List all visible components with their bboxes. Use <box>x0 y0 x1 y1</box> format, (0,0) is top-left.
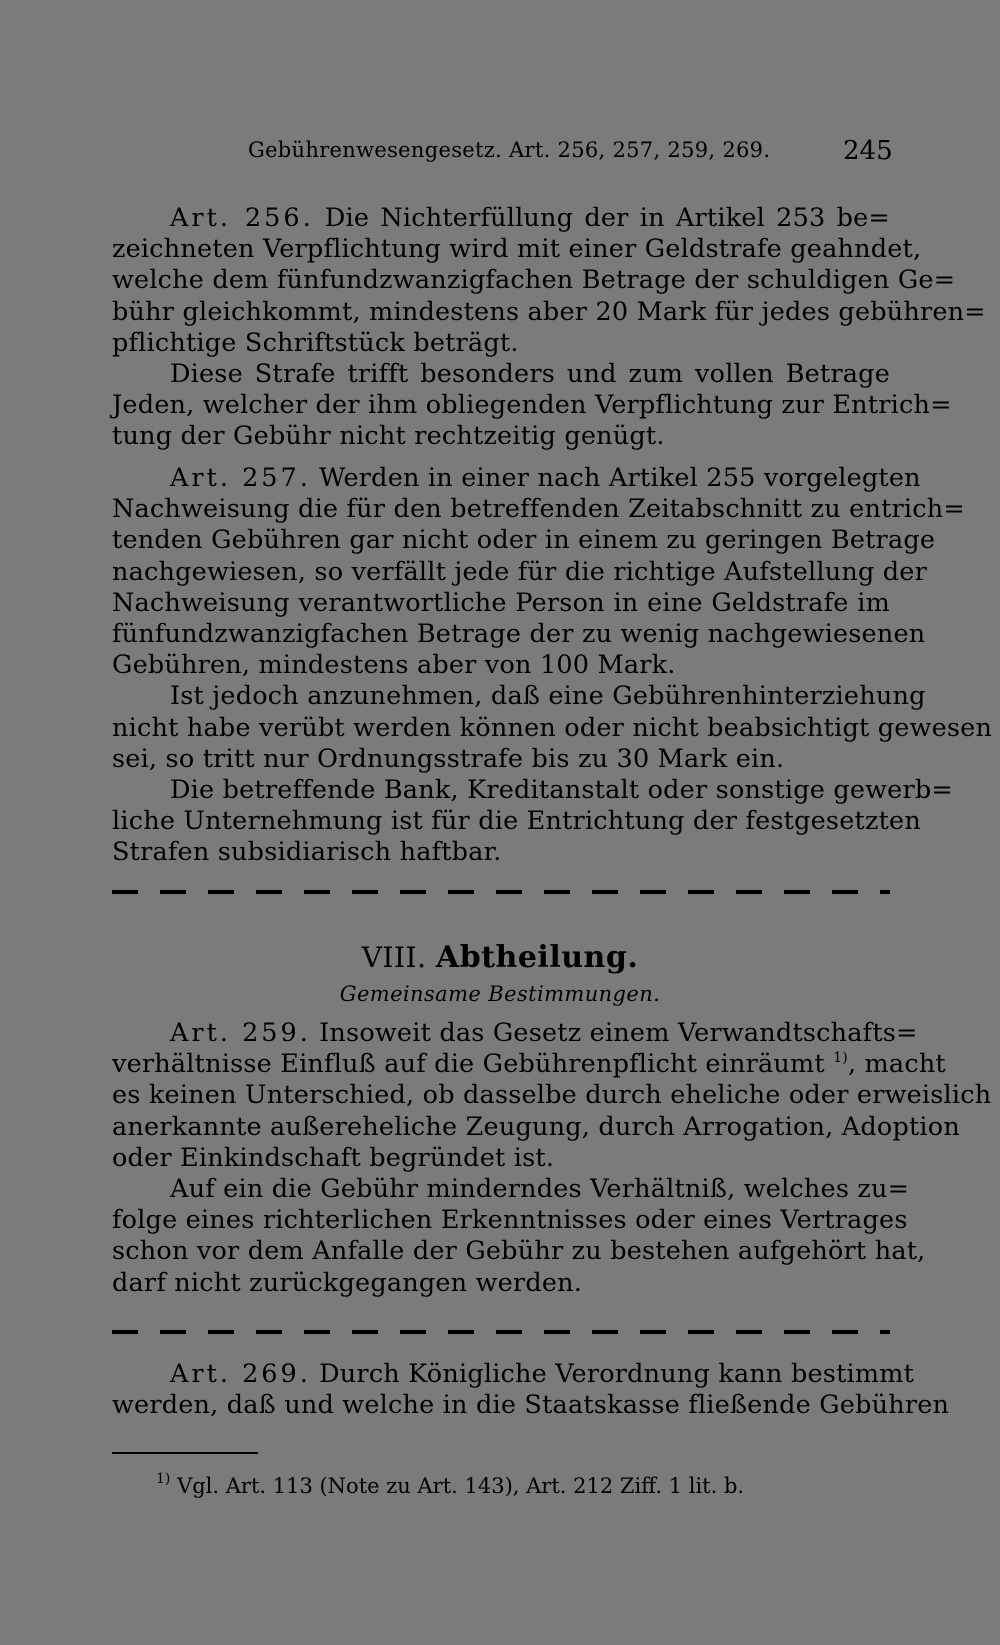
text-line: liche Unternehmung ist für die Entrichtung der festgesetzten <box>112 806 921 837</box>
page-header <box>0 132 1000 172</box>
article-label: Art. 259. <box>170 1018 311 1048</box>
text-line: Die betreffende Bank, Kreditanstalt oder sonstige gewerb= <box>170 774 953 805</box>
page-number: 245 <box>843 136 893 166</box>
section-title: Abtheilung. <box>435 940 639 975</box>
text-line: oder Einkindschaft begründet ist. <box>112 1142 555 1173</box>
text-line: es keinen Unterschied, ob dasselbe durch eheliche oder erweislich <box>112 1080 992 1111</box>
text-line: fünfundzwanzigfachen Betrage der zu wenig nachgewiesenen <box>112 618 926 649</box>
text-line: werden, daß und welche in die Staatskasse fließende Gebühren <box>112 1390 950 1421</box>
footnote-text: Vgl. Art. 113 (Note zu Art. 143), Art. 212 Ziff. 1 lit. b. <box>177 1474 745 1498</box>
text-line: nachgewiesen, so verfällt jede für die richtige Aufstellung der <box>112 556 927 587</box>
running-title: Gebührenwesengesetz. Art. 256, 257, 259, 269. <box>248 138 771 162</box>
text-line: Diese Strafe trifft besonders und zum vollen Betrage <box>170 358 890 389</box>
text-line: bühr gleichkommt, mindestens aber 20 Mark für jedes gebühren= <box>112 296 986 327</box>
text-line: folge eines richterlichen Erkenntnisses oder eines Vertrages <box>112 1205 908 1236</box>
text-line: Nachweisung verantwortliche Person in eine Geldstrafe im <box>112 587 890 618</box>
text-line: Art. 257. Werden in einer nach Artikel 255 vorgelegten <box>170 463 921 493</box>
text-line: Jeden, welcher der ihm obliegenden Verpflichtung zur Entrich= <box>112 390 952 421</box>
section-number: VIII. <box>361 941 427 974</box>
text-line: pflichtige Schriftstück beträgt. <box>112 327 519 358</box>
article-label: Art. 257. <box>170 463 311 493</box>
article-257 <box>112 463 993 868</box>
article-259 <box>112 1018 992 1299</box>
omission-dashes <box>112 1330 890 1334</box>
text-line: sei, so tritt nur Ordnungsstrafe bis zu 30 Mark ein. <box>112 743 785 774</box>
article-269 <box>112 1359 950 1421</box>
text-line: anerkannte außereheliche Zeugung, durch Arrogation, Adoption <box>112 1111 960 1142</box>
text-line: Ist jedoch anzunehmen, daß eine Gebührenhinterziehung <box>170 681 926 712</box>
text-line: welche dem fünfundzwanzigfachen Betrage der schuldigen Ge= <box>112 265 956 296</box>
text-line: nicht habe verübt werden können oder nicht beabsichtigt gewesen <box>112 712 993 743</box>
text-line: Auf ein die Gebühr minderndes Verhältniß, welches zu= <box>170 1173 910 1204</box>
footnote-mark: 1) <box>156 1471 171 1487</box>
section-heading <box>0 940 1000 975</box>
text-line: verhältnisse Einfluß auf die Gebührenpflicht einräumt $^{1)}$, macht <box>112 1049 946 1080</box>
omission-dashes <box>112 890 890 894</box>
text-line: tung der Gebühr nicht rechtzeitig genügt. <box>112 421 665 452</box>
text-line: Strafen subsidiarisch haftbar. <box>112 837 502 868</box>
text-line: zeichneten Verpflichtung wird mit einer Geldstrafe geahndet, <box>112 234 922 265</box>
text-line: schon vor dem Anfalle der Gebühr zu bestehen aufgehört hat, <box>112 1236 926 1267</box>
text-line: Art. 256. Die Nichterfüllung der in Artikel 253 be= <box>170 203 890 233</box>
section-subtitle: Gemeinsame Bestimmungen. <box>339 982 661 1006</box>
text-line: Gebühren, mindestens aber von 100 Mark. <box>112 650 676 681</box>
text-line: tenden Gebühren gar nicht oder in einem zu geringen Betrage <box>112 525 936 556</box>
footnote-rule <box>112 1452 258 1454</box>
text-line: darf nicht zurückgegangen werden. <box>112 1267 583 1298</box>
article-256 <box>112 203 986 453</box>
text-line: Nachweisung die für den betreffenden Zeitabschnitt zu entrich= <box>112 494 965 525</box>
text-line: Art. 269. Durch Königliche Verordnung kann bestimmt <box>170 1359 915 1389</box>
text-line: Art. 259. Insoweit das Gesetz einem Verwandtschafts= <box>170 1018 918 1048</box>
footnote <box>156 1471 745 1498</box>
footnote-reference[interactable]: 1) <box>833 1050 848 1067</box>
article-label: Art. 256. <box>170 203 314 233</box>
article-label: Art. 269. <box>170 1359 311 1389</box>
